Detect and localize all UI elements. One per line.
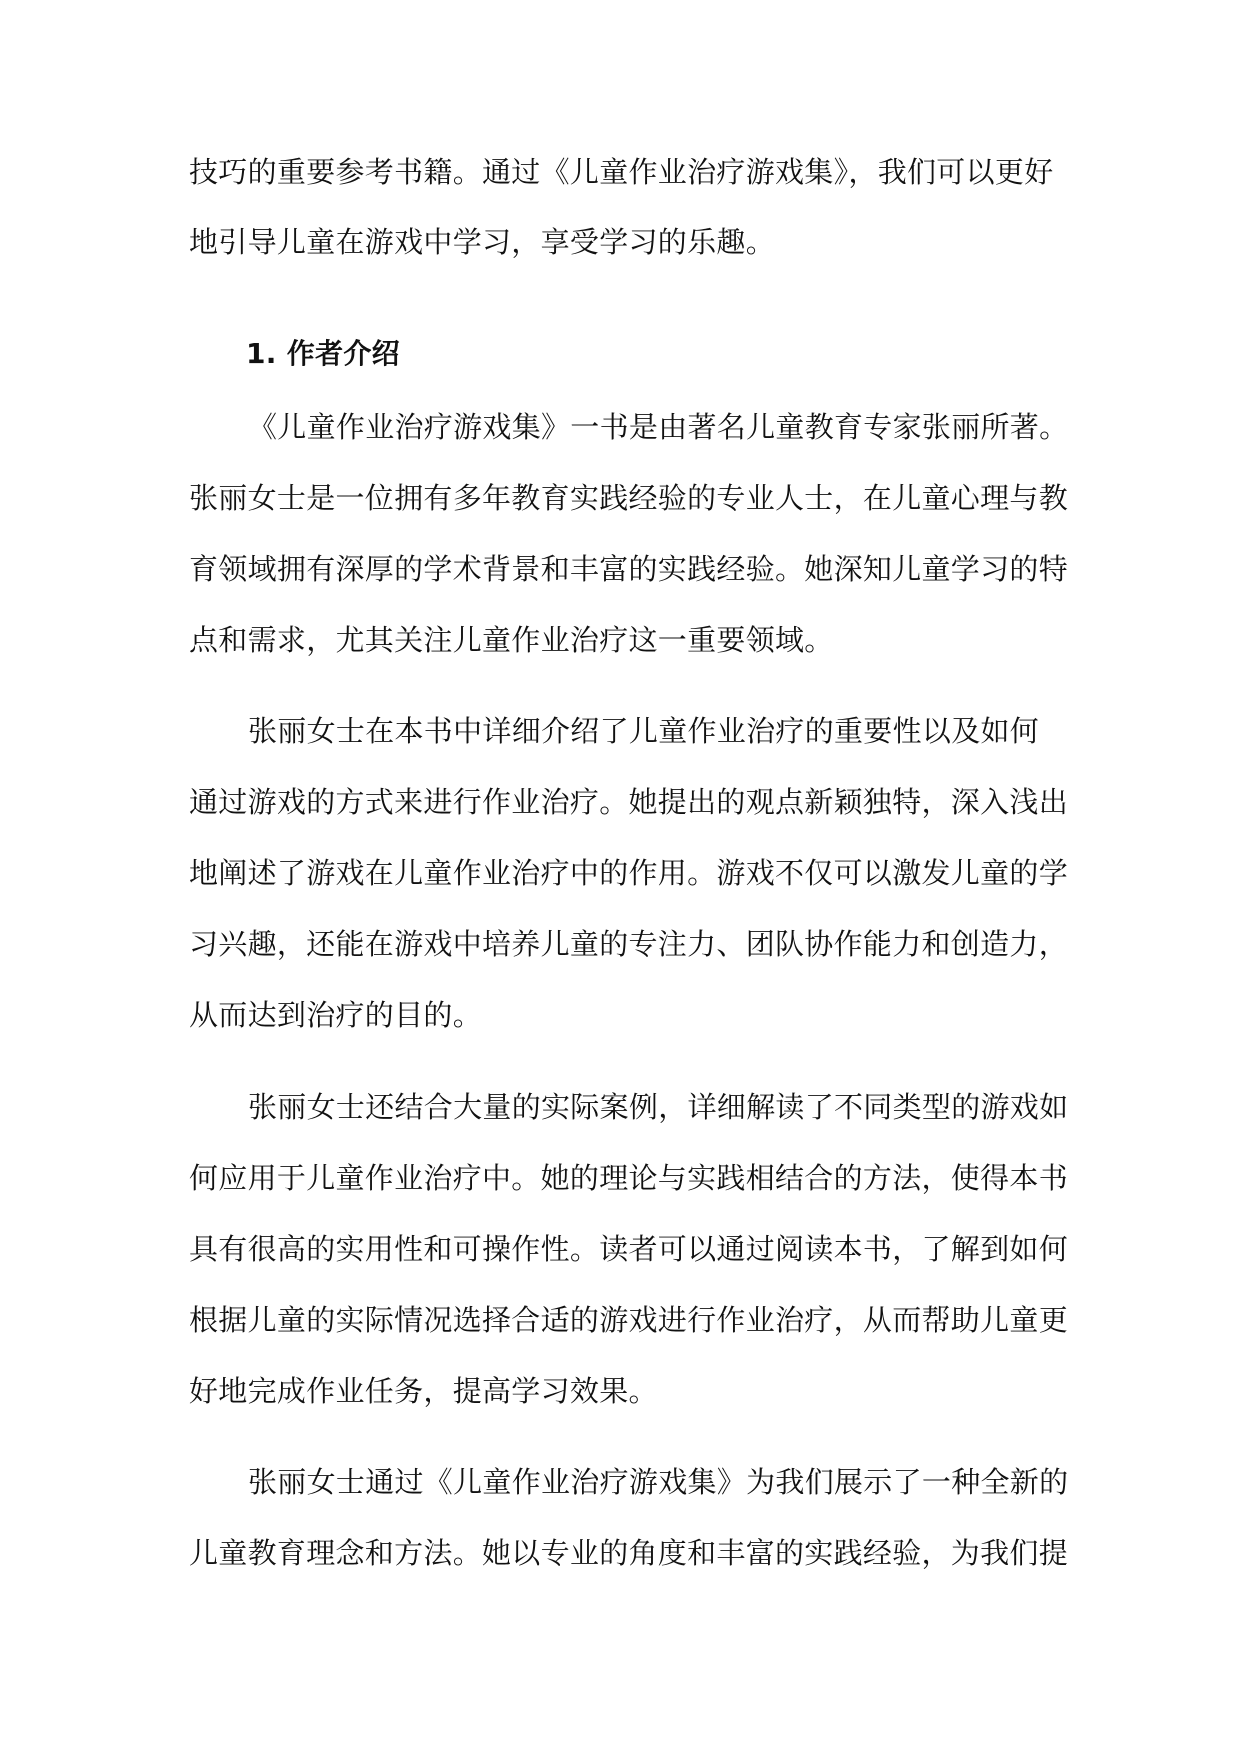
paragraph-line: 点和需求，尤其关注儿童作业治疗这一重要领域。: [189, 623, 834, 657]
paragraph-line: 张丽女士还结合大量的实际案例，详细解读了不同类型的游戏如: [248, 1090, 1069, 1124]
paragraph-line: 张丽女士在本书中详细介绍了儿童作业治疗的重要性以及如何: [248, 714, 1040, 748]
paragraph-line: 具有很高的实用性和可操作性。读者可以通过阅读本书，了解到如何: [189, 1232, 1069, 1266]
paragraph-line: 地阐述了游戏在儿童作业治疗中的作用。游戏不仅可以激发儿童的学: [189, 856, 1069, 890]
section-heading: 1. 作者介绍: [246, 337, 400, 370]
paragraph-line: 育领域拥有深厚的学术背景和丰富的实践经验。她深知儿童学习的特: [189, 552, 1069, 586]
paragraph-line: 技巧的重要参考书籍。通过《儿童作业治疗游戏集》，我们可以更好: [189, 155, 1054, 189]
paragraph-line: 通过游戏的方式来进行作业治疗。她提出的观点新颖独特，深入浅出: [189, 785, 1069, 819]
paragraph-line: 张丽女士通过《儿童作业治疗游戏集》为我们展示了一种全新的: [248, 1465, 1069, 1499]
paragraph-line: 《儿童作业治疗游戏集》一书是由著名儿童教育专家张丽所著。: [248, 410, 1069, 444]
paragraph-line: 从而达到治疗的目的。: [189, 998, 483, 1032]
paragraph-line: 根据儿童的实际情况选择合适的游戏进行作业治疗，从而帮助儿童更: [189, 1303, 1069, 1337]
paragraph-line: 何应用于儿童作业治疗中。她的理论与实践相结合的方法，使得本书: [189, 1161, 1069, 1195]
paragraph-line: 张丽女士是一位拥有多年教育实践经验的专业人士，在儿童心理与教: [189, 481, 1069, 515]
paragraph-line: 习兴趣，还能在游戏中培养儿童的专注力、团队协作能力和创造力，: [189, 927, 1069, 961]
paragraph-line: 好地完成作业任务，提高学习效果。: [189, 1374, 658, 1408]
paragraph-line: 儿童教育理念和方法。她以专业的角度和丰富的实践经验，为我们提: [189, 1536, 1069, 1570]
paragraph-line: 地引导儿童在游戏中学习，享受学习的乐趣。: [189, 225, 776, 259]
